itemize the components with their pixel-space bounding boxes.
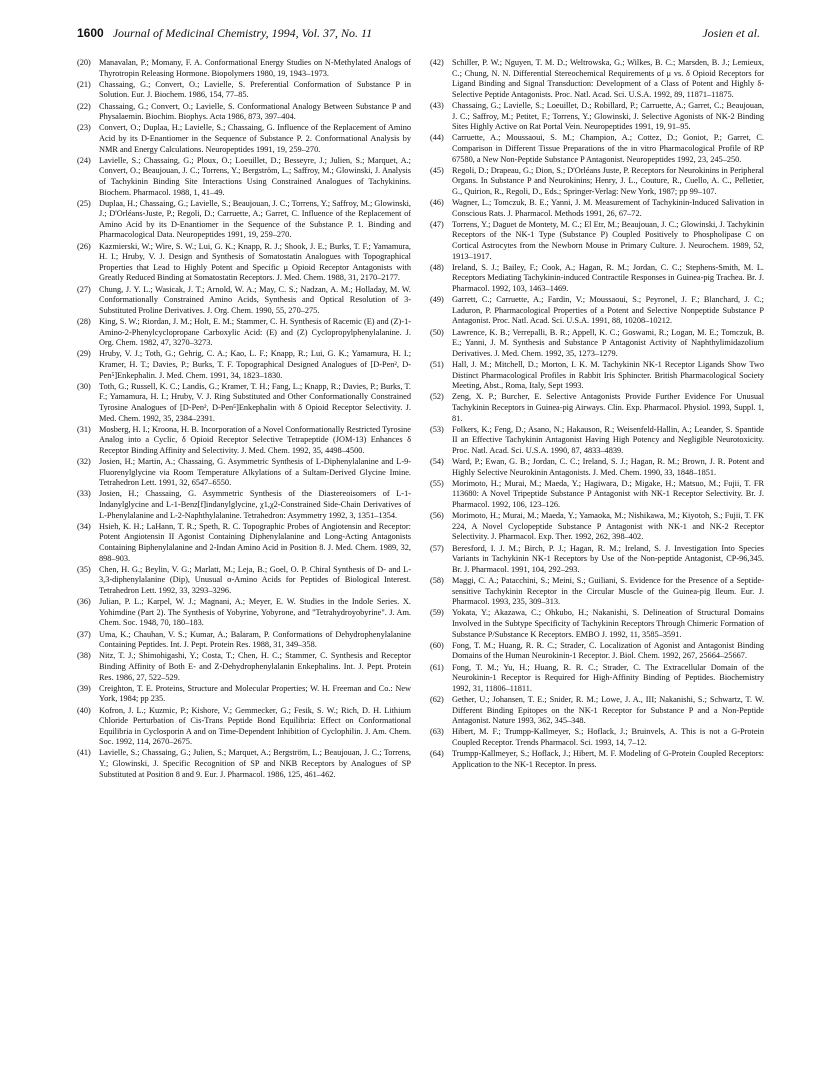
journal-citation: Journal of Medicinal Chemistry, 1994, Vol. 37, No. 11 xyxy=(112,26,373,40)
reference-text: Folkers, K.; Feng, D.; Asano, N.; Hakauson, R.; Weisenfeld-Hallin, A.; Leander, S. Spantide II an Effective Tachykinin Antagonist Having High Potency and Negligible Neurotoxicity. Proc. Natl. Acad. Sci. U.S.A. 1990, 87, 4833–4839. xyxy=(452,424,764,455)
reference-entry xyxy=(430,328,764,360)
reference-number: (56) xyxy=(430,511,444,521)
reference-text: Hruby, V. J.; Toth, G.; Gehrig, C. A.; Kao, L. F.; Knapp, R.; Lui, G. K.; Yamamura, H. I.; Kramer, H. T.; Davies, P.; Burks, T. F. Topographical Designed Analogues of [D-Pen², D-Pen⁵]Enkephalin. J. Med. Chem. 1991, 34, 1823–1830. xyxy=(99,349,411,380)
reference-text: Garrett, C.; Carruette, A.; Fardin, V.; Moussaoui, S.; Peyronel, J. F.; Blanchard, J. C.; Laduron, P. Pharmacological Properties of a Potent and Selective Nonpeptide Substance P Antagonist. Proc. Natl. Acad. Sci. U.S.A. 1991, 88, 10208–10212. xyxy=(452,295,764,326)
reference-number: (53) xyxy=(430,424,444,434)
reference-text: Wagner, L.; Tomczuk, B. E.; Yanni, J. M. Measurement of Tachykinin-Induced Salivation in Conscious Rats. J. Pharmacol. Methods 1991, 26, 67–72. xyxy=(452,198,764,218)
reference-number: (37) xyxy=(77,629,91,639)
reference-text: Hall, J. M.; Mitchell, D.; Morton, I. K. M. Tachykinin NK-1 Receptor Ligands Show Two Distinct Pharmacological Profiles in Rabbit Iris Sphincter. British Pharmacological Society Meeting, Abst., Roma, Italy, Sept 1993. xyxy=(452,359,764,391)
reference-entry xyxy=(77,58,411,79)
reference-text: Zeng, X. P.; Burcher, E. Selective Antagonists Provide Further Evidence For Unusual Tachykinin Receptors in Guinea-pig Airways. Clin. Exp. Pharmacol. Physiol. 1993, Suppl. 1, 81. xyxy=(452,392,764,423)
reference-number: (59) xyxy=(430,608,444,618)
reference-entry xyxy=(77,102,411,123)
reference-number: (29) xyxy=(77,349,91,359)
reference-text: Chen, H. G.; Beylin, V. G.; Marlatt, M.; Leja, B.; Goel, O. P. Chiral Synthesis of D- and L-3,3-diphenylalanine (Dip), Unusual α-Amino Acids for Peptides of Biological Interest. Tetrahedron Lett. 1992, 33, 3293–3296. xyxy=(99,564,411,595)
reference-text: Josien, H.; Chassaing, G. Asymmetric Synthesis of the Diastereoisomers of L-1-Indanylglycine and L-1-Benz[f]indanylglycine, χ1,χ2-Constrained Side-Chain Derivatives of L-Phenylalanine and L-2-Naphthylalanine. Tetrahedron: Asymmetry 1992, 3, 1351–1354. xyxy=(99,489,411,520)
reference-entry xyxy=(77,748,411,780)
reference-entry xyxy=(430,641,764,662)
reference-entry xyxy=(430,663,764,695)
reference-text: King, S. W.; Riordan, J. M.; Holt, E. M.; Stammer, C. H. Synthesis of Racemic (E) and (Z)-1-Amino-2-Phenylcyclopropane Carboxylic Acid: (E) and (Z) Cyclopropylphenylalanine. J. Org. Chem. 1982, 47, 3270–3273. xyxy=(99,317,411,348)
reference-entry xyxy=(77,317,411,349)
reference-text: Chassaing, G.; Lavielle, S.; Loeuillet, D.; Robillard, P.; Carruette, A.; Garret, C.; Beaujouan, J. C.; Saffroy, M.; Petitet, F.; Torrens, Y.; Glowinski, J. Selective Agonists of NK-2 Binding Sites Highly Active on Rat Portal Vein. Neuropeptides 1991, 19, 91–95. xyxy=(452,100,764,132)
reference-number: (21) xyxy=(77,79,91,89)
reference-text: Chassaing, G.; Convert, O.; Lavielle, S. Preferential Conformation of Substance P in Solution. Eur. J. Biochem. 1986, 154, 77–85. xyxy=(99,79,411,100)
reference-text: Josien, H.; Martin, A.; Chassaing, G. Asymmetric Synthesis of L-Diphenylalanine and L-9-Fluorenylglycine via Room Temperature Alkylations of a Sultam-Derived Glycine Imine. Tetrahedron Lett. 1991, 32, 6547–6550. xyxy=(99,457,411,488)
reference-text: Chung, J. Y. L.; Wasicak, J. T.; Arnold, W. A.; May, C. S.; Nadzan, A. M.; Holladay, M. W. Conformationally Constrained Amino Acids, Synthesis and Optical Resolution of 3-Substituted Proline Derivatives. J. Org. Chem. 1990, 55, 270–275. xyxy=(99,284,411,315)
reference-text: Uma, K.; Chauhan, V. S.; Kumar, A.; Balaram, P. Conformations of Dehydrophenylalanine Containing Peptides. Int. J. Pept. Protein Res. 1988, 31, 349–358. xyxy=(99,629,411,650)
reference-text: Morimoto, H.; Murai, M.; Maeda, Y.; Hagiwara, D.; Migake, H.; Matsuo, M.; Fujii, T. FR 113680: A Novel Tripeptide Substance P Antagonist with NK-1 Receptor Selectivity. Br. J. Pharmacol. 1992, 106, 123–126. xyxy=(452,478,764,510)
reference-entry xyxy=(430,727,764,748)
reference-entry xyxy=(430,576,764,608)
reference-number: (49) xyxy=(430,295,444,305)
reference-number: (48) xyxy=(430,262,444,272)
reference-text: Ward, P.; Ewan, G. B.; Jordan, C. C.; Ireland, S. J.; Hagan, R. M.; Brown, J. R. Potent and Highly Selective Neurokinin Antagonists. J. Med. Chem. 1990, 33, 1848–1851. xyxy=(452,457,764,477)
reference-number: (26) xyxy=(77,241,91,251)
reference-entry xyxy=(77,651,411,683)
reference-entry xyxy=(77,684,411,705)
reference-number: (23) xyxy=(77,123,91,133)
reference-entry xyxy=(77,522,411,564)
reference-text: Duplaa, H.; Chassaing, G.; Lavielle, S.; Beaujouan, J. C.; Torrens, Y.; Saffroy, M.; Glowinski, J.; D'Orléans-Juste, P.; Regoli, D.; Carruette, A.; Garret, C. Influence of the Replacement of Amino Acid by its D-Enantiomer in the Sequence of the Substance P. 1. Binding and Pharmacological Data. Neuropeptides 1991, 19, 259–270. xyxy=(99,198,411,240)
reference-number: (43) xyxy=(430,100,444,110)
reference-number: (57) xyxy=(430,543,444,553)
reference-text: Fong, T. M.; Huang, R. R. C.; Strader, C. Localization of Agonist and Antagonist Binding Domains of the Human Neurokinin-1 Receptor. J. Biol. Chem. 1992, 267, 25664–25667. xyxy=(452,640,764,661)
reference-number: (52) xyxy=(430,392,444,402)
reference-text: Gether, U.; Johansen, T. E.; Snider, R. M.; Lowe, J. A., III; Nakanishi, S.; Schwartz, T. W. Different Binding Epitopes on the NK-1 Receptor for Substance P and a Non-Peptide Antagonist. Nature 1993, 362, 345–348. xyxy=(452,694,764,726)
reference-number: (30) xyxy=(77,381,91,391)
reference-entry xyxy=(77,597,411,629)
reference-number: (54) xyxy=(430,457,444,467)
reference-entry xyxy=(430,220,764,262)
reference-text: Kazmierski, W.; Wire, S. W.; Lui, G. K.; Knapp, R. J.; Shook, J. E.; Burks, T. F.; Yamamura, H. I.; Hruby, V. J. Design and Synthesis of Somatostatin Analogues with Topographical Properties that Lead to Highly Potent and Specific μ Opioid Receptor Antagonists with Greatly Reduced Binding at Somatostatin Receptors. J. Med. Chem. 1988, 31, 2170–2177. xyxy=(99,241,411,283)
reference-number: (25) xyxy=(77,198,91,208)
reference-text: Lavielle, S.; Chassaing, G.; Ploux, O.; Loeuillet, D.; Besseyre, J.; Julien, S.; Marquet, A.; Convert, O.; Beaujouan, J. C.; Torrens, Y.; Bergström, L.; Saffroy, M.; Glowinski, J. Analysis of Tachykinin Binding Site Interactions Using Constrained Analogues of Tachykinins. Biochem. Pharmacol. 1988, 1, 41–49. xyxy=(99,155,411,197)
reference-entry xyxy=(430,425,764,457)
references-left-column xyxy=(77,58,411,781)
reference-entry xyxy=(430,544,764,576)
reference-number: (60) xyxy=(430,640,444,650)
reference-text: Yokata, Y.; Akazawa, C.; Ohkubo, H.; Nakanishi, S. Delineation of Structural Domains Involved in the Subtype Specificity of Tachykinin Receptors Through Chimeric Formation of Substance P/Substance K Receptors. EMBO J. 1992, 11, 3585–3591. xyxy=(452,608,764,639)
reference-number: (62) xyxy=(430,694,444,704)
reference-entry xyxy=(77,565,411,597)
reference-entry xyxy=(77,199,411,241)
reference-entry xyxy=(77,425,411,457)
reference-text: Chassaing, G.; Convert, O.; Lavielle, S. Conformational Analogy Between Substance P and Physalaemin. Biochim. Biophys. Acta 1986, 873, 397–404. xyxy=(99,101,411,122)
reference-number: (45) xyxy=(430,165,444,175)
reference-number: (36) xyxy=(77,597,91,607)
reference-number: (46) xyxy=(430,198,444,208)
page-header xyxy=(77,26,760,44)
reference-number: (27) xyxy=(77,284,91,294)
reference-number: (55) xyxy=(430,478,444,488)
reference-entry xyxy=(430,695,764,727)
reference-text: Julian, P. L.; Karpel, W. J.; Magnani, A.; Meyer, E. W. Studies in the Indole Series. X. Yohimdine (Part 2). The Synthesis of Yobyrine, Yobyrone, and "Tetrahydroyobyrine". J. Am. Chem. Soc. 1948, 70, 180–183. xyxy=(99,597,411,628)
reference-text: Lawrence, K. B.; Verrepalli, B. R.; Appell, K. C.; Goswami, R.; Logan, M. E.; Tomczuk, B. E.; Yanni, J. M. Synthesis and Substance P Antagonist Activity of Naphthylimidazolium Derivatives. J. Med. Chem. 1992, 35, 1273–1279. xyxy=(452,327,764,358)
reference-number: (42) xyxy=(430,58,444,67)
reference-text: Creighton, T. E. Proteins, Structure and Molecular Properties; W. H. Freeman and Co.: New York, 1984; pp 235. xyxy=(99,683,411,704)
reference-entry xyxy=(430,608,764,640)
reference-number: (31) xyxy=(77,424,91,434)
reference-number: (50) xyxy=(430,327,444,337)
reference-number: (39) xyxy=(77,683,91,693)
reference-number: (22) xyxy=(77,101,91,111)
reference-number: (51) xyxy=(430,359,444,369)
reference-entry xyxy=(430,295,764,327)
reference-entry xyxy=(77,349,411,381)
reference-entry xyxy=(430,511,764,543)
reference-number: (33) xyxy=(77,489,91,499)
reference-text: Manavalan, P.; Momany, F. A. Conformational Energy Studies on N-Methylated Analogs of Thyrotropin Releasing Hormone. Biopolymers 1980, 19, 1943–1973. xyxy=(99,58,411,78)
reference-number: (63) xyxy=(430,727,444,737)
reference-text: Carruette, A.; Moussaoui, S. M.; Champion, A.; Cottez, D.; Goniot, P.; Garret, C. Comparison in Different Tissue Preparations of the in vitro Pharmacological Profile of RP 67580, a New Non-Peptide Substance P Antagonist. Neuropeptides 1992, 23, 245–250. xyxy=(452,133,764,164)
reference-entry xyxy=(430,58,764,100)
reference-text: Maggi, C. A.; Patacchini, S.; Meini, S.; Guiliani, S. Evidence for the Presence of a Septide-sensitive Tachykinin Receptor in the Circular Muscle of the Guinea-pig Ileum. Eur. J. Pharmacol. 1993, 235, 309–313. xyxy=(452,576,764,607)
reference-text: Lavielle, S.; Chassaing, G.; Julien, S.; Marquet, A.; Bergström, L.; Beaujouan, J. C.; Torrens, Y.; Glowinski, J. Specific Recognition of SP and NKB Receptors by Analogues of SP Substituted at Position 8 and 9. Eur. J. Pharmacol. 1986, 125, 461–462. xyxy=(99,748,411,779)
reference-text: Convert, O.; Duplaa, H.; Lavielle, S.; Chassaing, G. Influence of the Replacement of Amino Acid by its D-Enantiomer in the Sequence of Substance P. 2. Conformational Analysis by NMR and Energy Calculations. Neuropeptides 1991, 19, 259–270. xyxy=(99,123,411,154)
reference-text: Beresford, I. J. M.; Birch, P. J.; Hagan, R. M.; Ireland, S. J. Investigation Into Species Variants in Tachykinin NK-1 Receptors by Use of the Non-peptide Antagonist, CP-96,345. Br. J. Pharmacol. 1991, 104, 292–293. xyxy=(452,543,764,574)
reference-entry xyxy=(77,630,411,651)
reference-entry xyxy=(430,749,764,770)
reference-number: (34) xyxy=(77,521,91,531)
reference-number: (47) xyxy=(430,219,444,229)
reference-text: Ireland, S. J.; Bailey, F.; Cook, A.; Hagan, R. M.; Jordan, C. C.; Stephens-Smith, M. L. Receptors Mediating Tachykinin-induced Contractile Responses in Guinea-pig Trachea. Br. J. Pharmacol. 1992, 103, 1463–1469. xyxy=(452,262,764,294)
reference-text: Schiller, P. W.; Nguyen, T. M. D.; Weltrowska, G.; Wilkes, B. C.; Marsden, B. J.; Lemieux, C.; Chung, N. N. Differential Stereochemical Requirements of μ vs. δ Opioid Receptors for Ligand Binding and Signal Transduction: Development of a Class of Potent and Highly δ-Selective Peptide Antagonists. Proc. Natl. Acad. Sci. U.S.A. 1992, 89, 11871–11875. xyxy=(452,58,764,99)
reference-text: Kofron, J. L.; Kuzmic, P.; Kishore, V.; Gemmecker, G.; Fesik, S. W.; Rich, D. H. Lithium Chloride Perturbation of Cis-Trans Peptide Bond Equilibria: Effect on Conformational Equilibria in Cyclosporin A and on Time-Dependent Inhibition of Cyclophilin. J. Am. Chem. Soc. 1992, 114, 2670–2675. xyxy=(99,705,411,747)
reference-entry xyxy=(430,392,764,424)
reference-text: Trumpp-Kallmeyer, S.; Hoflack, J.; Hibert, M. F. Modeling of G-Protein Coupled Receptors: Application to the NK-1 Receptor. In press. xyxy=(452,749,764,769)
reference-number: (28) xyxy=(77,317,91,326)
reference-number: (61) xyxy=(430,662,444,672)
reference-number: (20) xyxy=(77,58,91,67)
reference-entry xyxy=(430,101,764,133)
reference-text: Morimoto, H.; Murai, M.; Maeda, Y.; Yamaoka, M.; Nishikawa, M.; Kiyotoh, S.; Fujii, T. FK 224, A Novel Cyclopeptide Substance P Antagonist with NK-1 and NK-2 Receptor Selectivity. J. Pharmacol. Exp. Ther. 1992, 262, 398–402. xyxy=(452,511,764,542)
reference-text: Hibert, M. F.; Trumpp-Kallmeyer, S.; Hoflack, J.; Bruinvels, A. This is not a G-Protein Coupled Receptor. Trends Pharmacol. Sci. 1993, 14, 7–12. xyxy=(452,727,764,747)
references-right-column xyxy=(430,58,764,771)
reference-entry xyxy=(430,360,764,392)
reference-entry xyxy=(430,166,764,198)
reference-entry xyxy=(430,198,764,219)
reference-text: Toth, G.; Russell, K. C.; Landis, G.; Kramer, T. H.; Fang, L.; Knapp, R.; Davies, P.; Burks, T. F.; Yamamura, H. I.; Hruby, V. J. Ring Substituted and Other Conformationally Constrained Tyrosine Analogues of [D-Pen², D-Pen⁵]Enkephalin with δ Opioid Receptor Selectivity. J. Med. Chem. 1992, 35, 2384–2391. xyxy=(99,381,411,423)
reference-number: (35) xyxy=(77,564,91,574)
reference-number: (38) xyxy=(77,651,91,661)
reference-entry xyxy=(77,489,411,521)
reference-entry xyxy=(77,382,411,424)
reference-text: Hsieh, K. H.; LaHann, T. R.; Speth, R. C. Topographic Probes of Angiotensin and Receptor: Potent Angiotensin II Agonist Containing Diphenylalanine and Long-Acting Antagonists Containing Biphenylalanine and 2-Indan Amino Acid in Position 8. J. Med. Chem. 1989, 32, 898–903. xyxy=(99,521,411,563)
reference-number: (44) xyxy=(430,133,444,143)
reference-entry xyxy=(77,80,411,101)
page-number: 1600 xyxy=(77,26,104,40)
reference-entry xyxy=(77,156,411,198)
reference-entry xyxy=(77,242,411,284)
reference-text: Nitz, T. J.; Shimohigashi, Y.; Costa, T.; Chen, H. C.; Stammer, C. Synthesis and Receptor Binding Affinity of Both E- and Z-Dehydrophenylalanin Enkephalins. Int. J. Pept. Protein Res. 1986, 27, 522–529. xyxy=(99,651,411,682)
reference-entry xyxy=(430,457,764,478)
reference-entry xyxy=(430,263,764,295)
reference-number: (58) xyxy=(430,576,444,585)
reference-entry xyxy=(430,479,764,511)
reference-entry xyxy=(77,706,411,748)
reference-text: Fong, T. M.; Yu, H.; Huang, R. R. C.; Strader, C. The Extracellular Domain of the Neurokinin-1 Receptor is Required for High-Affinity Binding of Peptides. Biochemistry 1992, 31, 11806–11811. xyxy=(452,662,764,693)
reference-number: (64) xyxy=(430,749,444,759)
reference-number: (32) xyxy=(77,457,91,467)
reference-entry xyxy=(430,133,764,165)
reference-text: Torrens, Y.; Daguet de Montety, M. C.; El Etr, M.; Beaujouan, J. C.; Glowinski, J. Tachykinin Receptors of the NK-1 Type (Substance P) Coupled Positively to Phospholipase C on Cortical Astrocytes from the Newborn Mouse in Primary Culture. J. Neurochem. 1989, 52, 1913–1917. xyxy=(452,219,764,261)
reference-number: (24) xyxy=(77,155,91,165)
reference-entry xyxy=(77,123,411,155)
reference-entry xyxy=(77,457,411,489)
running-authors: Josien et al. xyxy=(702,26,760,40)
reference-text: Regoli, D.; Drapeau, G.; Dion, S.; D'Orléans Juste, P. Receptors for Neurokinins in Peripheral Organs. In Substance P and Neurokinins; Henry, J. L., Couture, R., Cuello, A. C., Pelletier, G., Quirion, R., Regoli, D., Eds.; Springer-Verlag: New York, 1987; pp 99–107. xyxy=(452,165,764,196)
reference-number: (41) xyxy=(77,748,91,758)
reference-text: Mosberg, H. I.; Kroona, H. B. Incorporation of a Novel Conformationally Restricted Tyrosine Analog into a Cyclic, δ Opioid Receptor Selective Tetrapeptide (JOM-13) Enhances δ Receptor Binding Affinity and Selectivity. J. Med. Chem. 1992, 35, 4498–4500. xyxy=(99,424,411,455)
reference-number: (40) xyxy=(77,705,91,715)
reference-entry xyxy=(77,285,411,317)
